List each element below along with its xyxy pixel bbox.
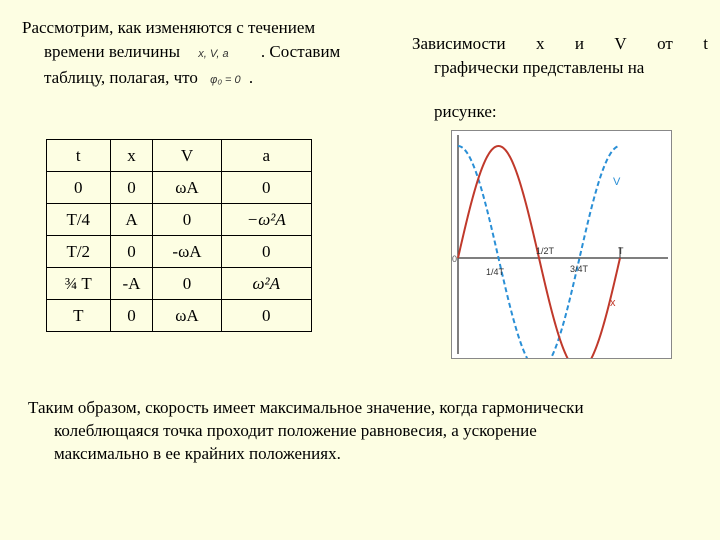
table-header-cell: a (221, 140, 311, 172)
oscillation-graph-svg (452, 131, 671, 358)
conclusion-line-3: максимально в ее крайних положениях. (54, 444, 341, 463)
v-curve-label: V (613, 176, 621, 188)
intro-line-1: Рассмотрим, как изменяются с течением (22, 18, 316, 37)
table-row (47, 300, 312, 332)
intro-line-3: таблицу, полагая, что φ₀ = 0 . (44, 68, 254, 87)
table-cell: 0 (153, 268, 221, 300)
table-row (47, 204, 312, 236)
table-cell: -A (110, 268, 153, 300)
table-cell: T (47, 300, 111, 332)
table-cell: 0 (47, 172, 111, 204)
table-cell: ω²A (221, 268, 311, 300)
period-label: T (618, 246, 624, 256)
table-cell: 0 (110, 300, 153, 332)
table-cell: T/4 (47, 204, 111, 236)
origin-label: 0 (452, 254, 458, 264)
half-period-label: 1/2T (536, 246, 555, 256)
table-row (47, 268, 312, 300)
table-cell: −ω²A (221, 204, 311, 236)
table-cell: 0 (221, 236, 311, 268)
values-table (46, 139, 312, 332)
table-cell: ωA (153, 172, 221, 204)
graph-caption-line-3: рисунке: (434, 102, 497, 121)
table-cell: 0 (221, 300, 311, 332)
x-curve-label: x (610, 297, 616, 309)
graph-caption-line-2: графически представлены на (434, 58, 645, 77)
quarter-period-label: 1/4T (486, 267, 505, 277)
graph-caption-line-1: Зависимости x и V от t (412, 34, 708, 53)
table-cell: 0 (221, 172, 311, 204)
table-header-cell: x (110, 140, 153, 172)
graph-caption (412, 32, 708, 124)
table-header-row (47, 140, 312, 172)
conclusion-line-2: колеблющаяся точка проходит положение равновесия, а ускорение (54, 421, 537, 440)
table-cell: 0 (110, 172, 153, 204)
table-cell: -ωA (153, 236, 221, 268)
table-cell: 0 (153, 204, 221, 236)
oscillation-graph (451, 130, 672, 359)
table-cell: T/2 (47, 236, 111, 268)
table-row (47, 172, 312, 204)
conclusion-paragraph (28, 396, 694, 465)
table-cell: 0 (110, 236, 153, 268)
intro-line-2: времени величины x, V, a . Составим (44, 42, 341, 61)
conclusion-line-1: Таким образом, скорость имеет максимальное значение, когда гармонически (28, 398, 584, 417)
table-cell: ¾ T (47, 268, 111, 300)
table-cell: ωA (153, 300, 221, 332)
table-header-cell: V (153, 140, 221, 172)
table-cell: A (110, 204, 153, 236)
formula-xva: x, V, a (198, 48, 229, 60)
three-quarter-period-label: 3/4T (570, 264, 589, 274)
formula-phi0: φ₀ = 0 (210, 74, 241, 86)
table-header-cell: t (47, 140, 111, 172)
table-row (47, 236, 312, 268)
intro-paragraph (22, 16, 390, 92)
